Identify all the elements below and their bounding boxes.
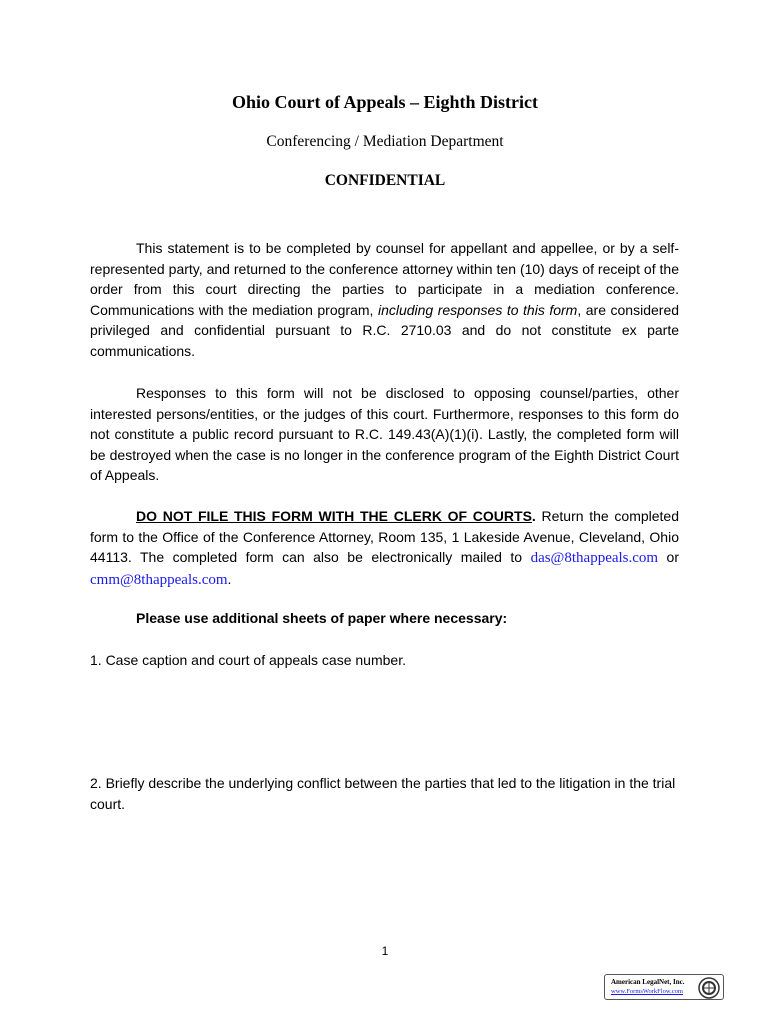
intro-text-a: This statement is to be completed by counsel for appellant and appellee, or by a self-represented party, and returned to the conference attorney within ten (10) days of receipt of the order from this court directing the parties to participate in a mediation conference. Communications with the mediation program, [90,240,679,318]
do-not-file-warning: DO NOT FILE THIS FORM WITH THE CLERK OF COURTS [136,508,532,524]
page-number: 1 [381,944,389,958]
return-instructions-text: Return the completed form to the Office of the Conference Attorney, Room 135, 1 Lakeside Avenue, Cleveland, Ohio 44113. The completed form can also be electronically mailed to [90,508,679,566]
end-period: . [227,570,232,587]
footer-company: American LegalNet, Inc. [611,978,685,986]
intro-italic-text: including responses to this form [377,301,578,318]
company-logo-icon [698,977,720,999]
footer-badge [604,974,724,1000]
question-2: 2. Briefly describe the underlying conflict between the parties that led to the litigation in the trial court. [90,775,676,812]
footer-url-link[interactable]: www.FormsWorkFlow.com [611,988,683,995]
confidentiality-paragraph: Responses to this form will not be disclosed to opposing counsel/parties, other interested persons/entities, or the judges of this court. Furthermore, responses to this form do not constitute a public record pursuant to R.C. 149.43(A)(1)(i). Lastly, the completed form will be destroyed when the case is no longer in the conference program of the Eighth District Court of Appeals. [90,385,679,484]
department-subtitle: Conferencing / Mediation Department [266,133,504,150]
email-link-das[interactable]: das@8thappeals.com [530,550,659,567]
or-text: or [658,549,680,566]
intro-paragraph [90,238,679,362]
warning-period: . [531,508,536,524]
page-title: Ohio Court of Appeals – Eighth District [231,92,539,112]
return-instructions-paragraph [90,506,679,590]
intro-text-b: , are considered privileged and confidential pursuant to R.C. 2710.03 and do not constitute ex parte communications. [90,301,680,359]
confidential-heading: CONFIDENTIAL [324,172,446,189]
email-link-cmm[interactable]: cmm@8thappeals.com [90,571,228,588]
question-1: 1. Case caption and court of appeals case number. [90,652,406,668]
additional-sheets-note: Please use additional sheets of paper where necessary: [136,610,508,626]
